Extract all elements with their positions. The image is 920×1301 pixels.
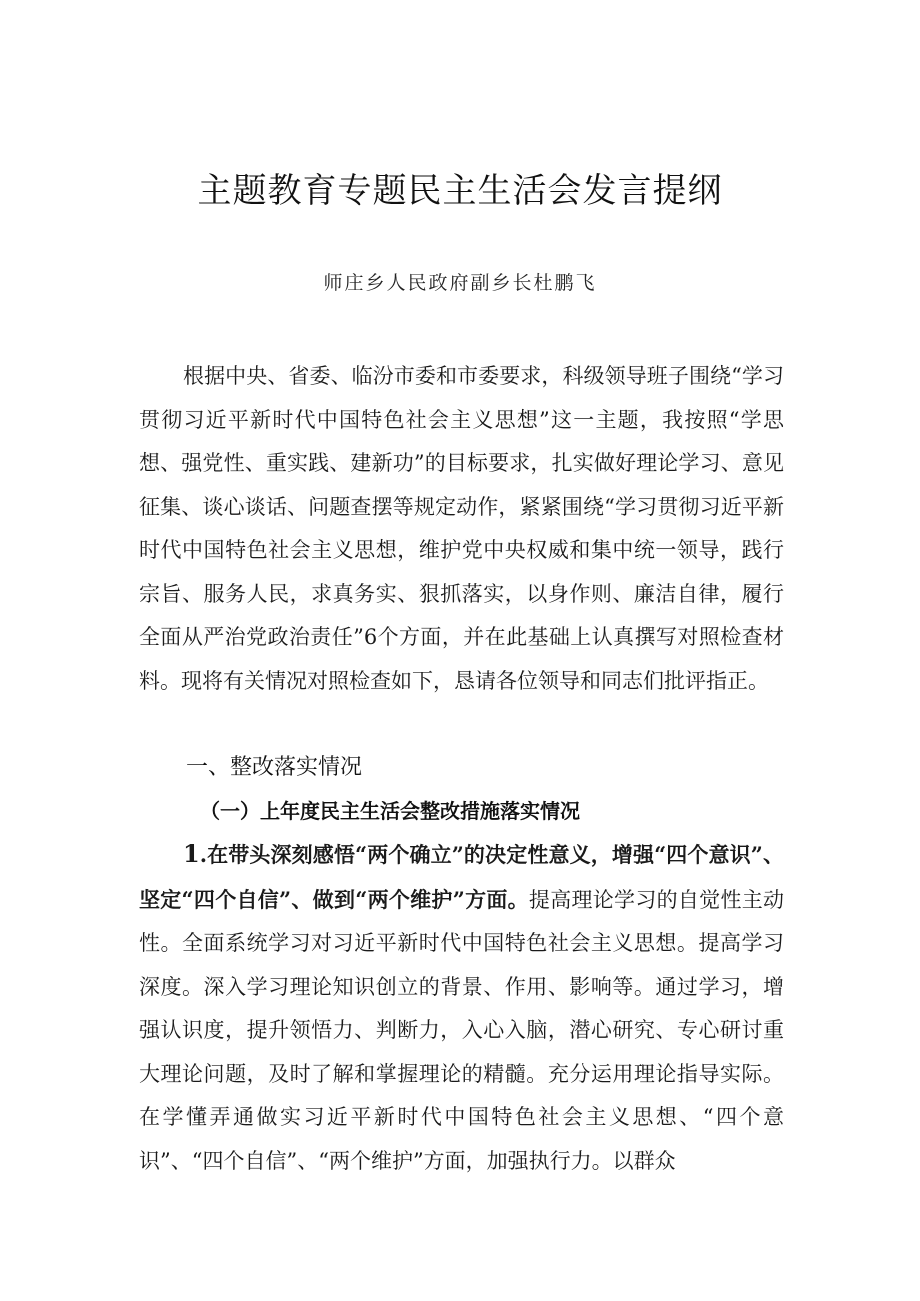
document-title: 主题教育专题民主生活会发言提纲: [197, 171, 723, 211]
item-paragraph-1: [139, 832, 784, 1183]
subsection-heading: （一）上年度民主生活会整改措施落实情况: [200, 799, 580, 823]
intro-paragraph: 根据中央、省委、临汾市委和市委要求，科级领导班子围绕“学习贯彻习近平新时代中国特色社会主义思想”这一主题，我按照“学思想、强党性、重实践、建新功”的目标要求，扎实做好理论学习、意见征集、谈心谈话、问题查摆等规定动作，紧紧围绕“学习贯彻习近平新时代中国特色社会主义思想，维护党中央权威和集中统一领导，践行宗旨、服务人民，求真务实、狠抓落实，以身作则、廉洁自律，履行全面从严治党政治责任”6个方面，并在此基础上认真撰写对照检查材料。现将有关情况对照检查如下，恳请各位领导和同志们批评指正。: [139, 364, 784, 693]
item-lead: .在带头深刻感悟“两个确立”的决定性意义，增强“四个意识”、坚定“四个自信”、做到“两个维护”方面。: [139, 842, 784, 912]
section-heading: 一、整改落实情况: [186, 755, 363, 780]
document-author: 师庄乡人民政府副乡长杜鹏飞: [323, 272, 597, 294]
item-body: 提高理论学习的自觉性主动性。全面系统学习对习近平新时代中国特色社会主义思想。提高学习深度。深入学习理论知识创立的背景、作用、影响等。通过学习，增强认识度，提升领悟力、判断力，入心入脑，潜心研究、专心研讨重大理论问题，及时了解和掌握理论的精髓。充分运用理论指导实际。在学懂弄通做实习近平新时代中国特色社会主义思想、“四个意识”、“四个自信”、“两个维护”方面，加强执行力。以群众: [139, 887, 784, 1173]
item-number: 1: [183, 839, 200, 868]
